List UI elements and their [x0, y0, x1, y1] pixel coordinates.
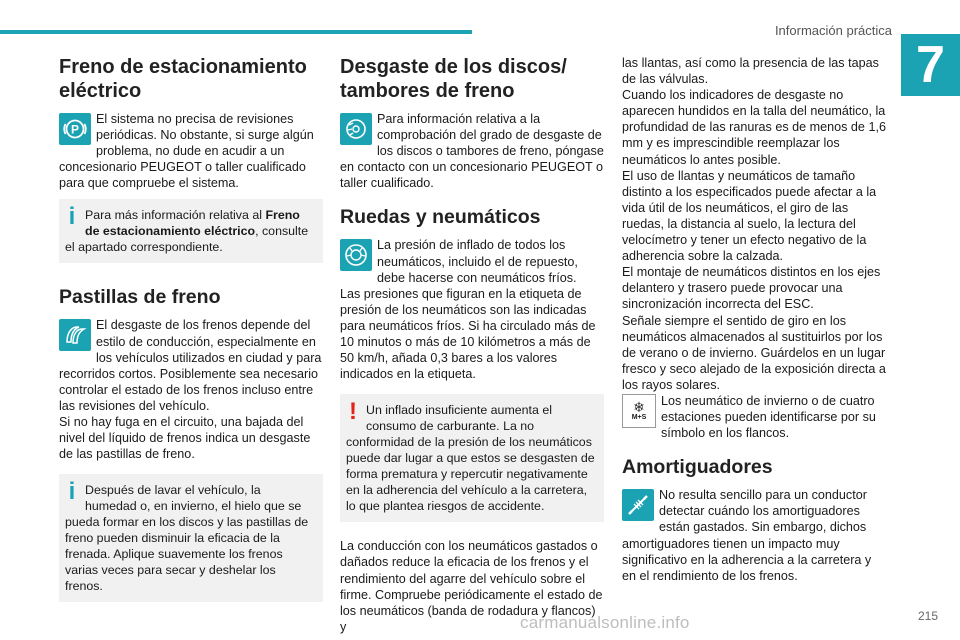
info-icon: i — [68, 478, 76, 506]
ms-label: M+S — [631, 413, 647, 421]
storage-text: Señale siempre el sentido de giro en los neumáticos almacenados al sustituirlos por los de verano o de invierno. Guárdelos en un lugar fresco y seco alejado de la exposición directa a los rayos solares. — [622, 313, 886, 392]
section-title: Información práctica — [774, 23, 892, 38]
heading-disc-wear: Desgaste de los discos/ tambores de freno — [340, 56, 567, 102]
heading-brake-pads: Pastillas de freno — [59, 286, 221, 309]
note-bold-text: Freno de estacionamiento eléctrico — [85, 208, 300, 239]
brake-pads-icon — [59, 319, 91, 351]
tyre-label-text: Las presiones que figuran en la etiqueta de presión de los neumáticos son las indicadas para neumáticos fríos. Si ha circulado más de 10 minutos o más de 10 kilómetros a más de 50 km/h, añada 0,3 bares a los valores indicados en la etiqueta. — [340, 286, 596, 382]
note-text-end: , consulte el apartado correspondiente. — [65, 224, 309, 255]
wear-indicators-text: Cuando los indicadores de desgaste no aparecen hundidos en la talla del neumático, la profundidad de las ranuras es de menos de 1,6 mm y es imprescindible reemplazar los neumáticos lo antes posible. — [622, 88, 886, 167]
snowflake-icon: ❄ — [633, 398, 645, 415]
worn-tyres-text: La conducción con los neumáticos gastados o dañados reduce la eficacia de los frenos y el rendimiento del agarre del vehículo sobre el firme. Compruebe periódicamente el estado de los neumáticos (banda de rodadura y flancos) y — [340, 539, 603, 634]
brake-fluid-text: Si no hay fuga en el circuito, una bajada del nivel del líquido de frenos indica un desgaste de las pastillas de freno. — [59, 415, 311, 462]
page-number: 215 — [917, 609, 938, 623]
heading-shock-absorbers: Amortiguadores — [622, 456, 773, 479]
winter-tyres-text: Los neumático de invierno o de cuatro estaciones pueden identificarse por su símbolo en los flancos. — [661, 393, 876, 441]
warning-inflation-text: Un inflado insuficiente aumenta el consumo de carburante. La no conformidad de la presión de los neumáticos puede dar lugar a que estos se desgasten de forma prematura y repercutir negativamente en la adherencia del vehículo a la carretera, lo que plantea riesgos de accidente. — [346, 403, 595, 514]
info-note-parking-brake — [59, 199, 323, 263]
tyre-icon — [340, 239, 372, 271]
chapter-number-tab: 7 — [901, 34, 960, 96]
brake-pads-text: El desgaste de los frenos depende del estilo de conducción, especialmente en los vehículos utilizados en ciudad y para recorridos cortos. Posiblemente sea necesario controlar el estado de los frenos incluso entre las revisiones del vehículo. — [59, 318, 322, 413]
shock-absorbers-text: No resulta sencillo para un conductor detectar cuándo los amortiguadores están gastados. Sin embargo, dichos amortiguadores tienen un impacto muy significativo en la adherencia a la carretera y en el rendimiento de los frenos. — [622, 488, 872, 583]
parking-brake-text: El sistema no precisa de revisiones periódicas. No obstante, si surge algún problema, no dude en acudir a un concesionario PEUGEOT o taller cualificado para que compruebe el sistema. — [59, 112, 314, 191]
esc-text: El montaje de neumáticos distintos en los ejes delantero y trasero puede provocar una sincronización incorrecta del ESC. — [622, 265, 881, 312]
column-1 — [59, 55, 323, 610]
column-2 — [340, 55, 604, 635]
watermark: carmanualsonline.info — [520, 613, 690, 632]
winter-tyre-symbol-icon — [622, 394, 656, 428]
info-note-washing — [59, 474, 323, 602]
parking-brake-icon — [59, 113, 91, 145]
note-washing-text: Después de lavar el vehículo, la humedad o, en invierno, el hielo que se pueda formar en los discos y las pastillas de freno pueden disminuir la eficacia de la frenada. Aplique suavemente los frenos varias veces para secar y deshelar los frenos. — [65, 483, 309, 594]
tyre-pressure-text: La presión de inflado de todos los neumáticos, incluido el de repuesto, debe hacerse con neumáticos fríos. — [377, 238, 578, 285]
brake-disc-icon — [340, 113, 372, 145]
rims-text: las llantas, así como la presencia de las tapas de las válvulas. — [622, 56, 879, 87]
heading-electric-parking-brake: Freno de estacionamiento eléctrico — [59, 56, 307, 102]
warning-icon: ! — [349, 398, 357, 426]
heading-wheels-tyres: Ruedas y neumáticos — [340, 206, 541, 229]
disc-wear-text: Para información relativa a la comprobación del grado de desgaste de los discos o tambores de freno, póngase en contacto con un concesionario PEUGEOT o taller cualificado. — [340, 112, 604, 191]
svg-text:P: P — [70, 122, 80, 137]
warning-note-inflation — [340, 394, 604, 522]
tyre-size-text: El uso de llantas y neumáticos de tamaño distinto a los especificados puede afectar a la vida útil de los neumáticos, el giro de las ruedas, la distancia al suelo, la lectura del velocímetro y tener un efecto negativo de la adherencia sobre la calzada. — [622, 168, 877, 264]
info-icon: i — [68, 203, 76, 231]
column-3 — [622, 55, 887, 584]
shock-absorber-icon — [622, 489, 654, 521]
header-accent-bar — [0, 30, 472, 34]
note-text: Para más información relativa al — [85, 208, 266, 223]
